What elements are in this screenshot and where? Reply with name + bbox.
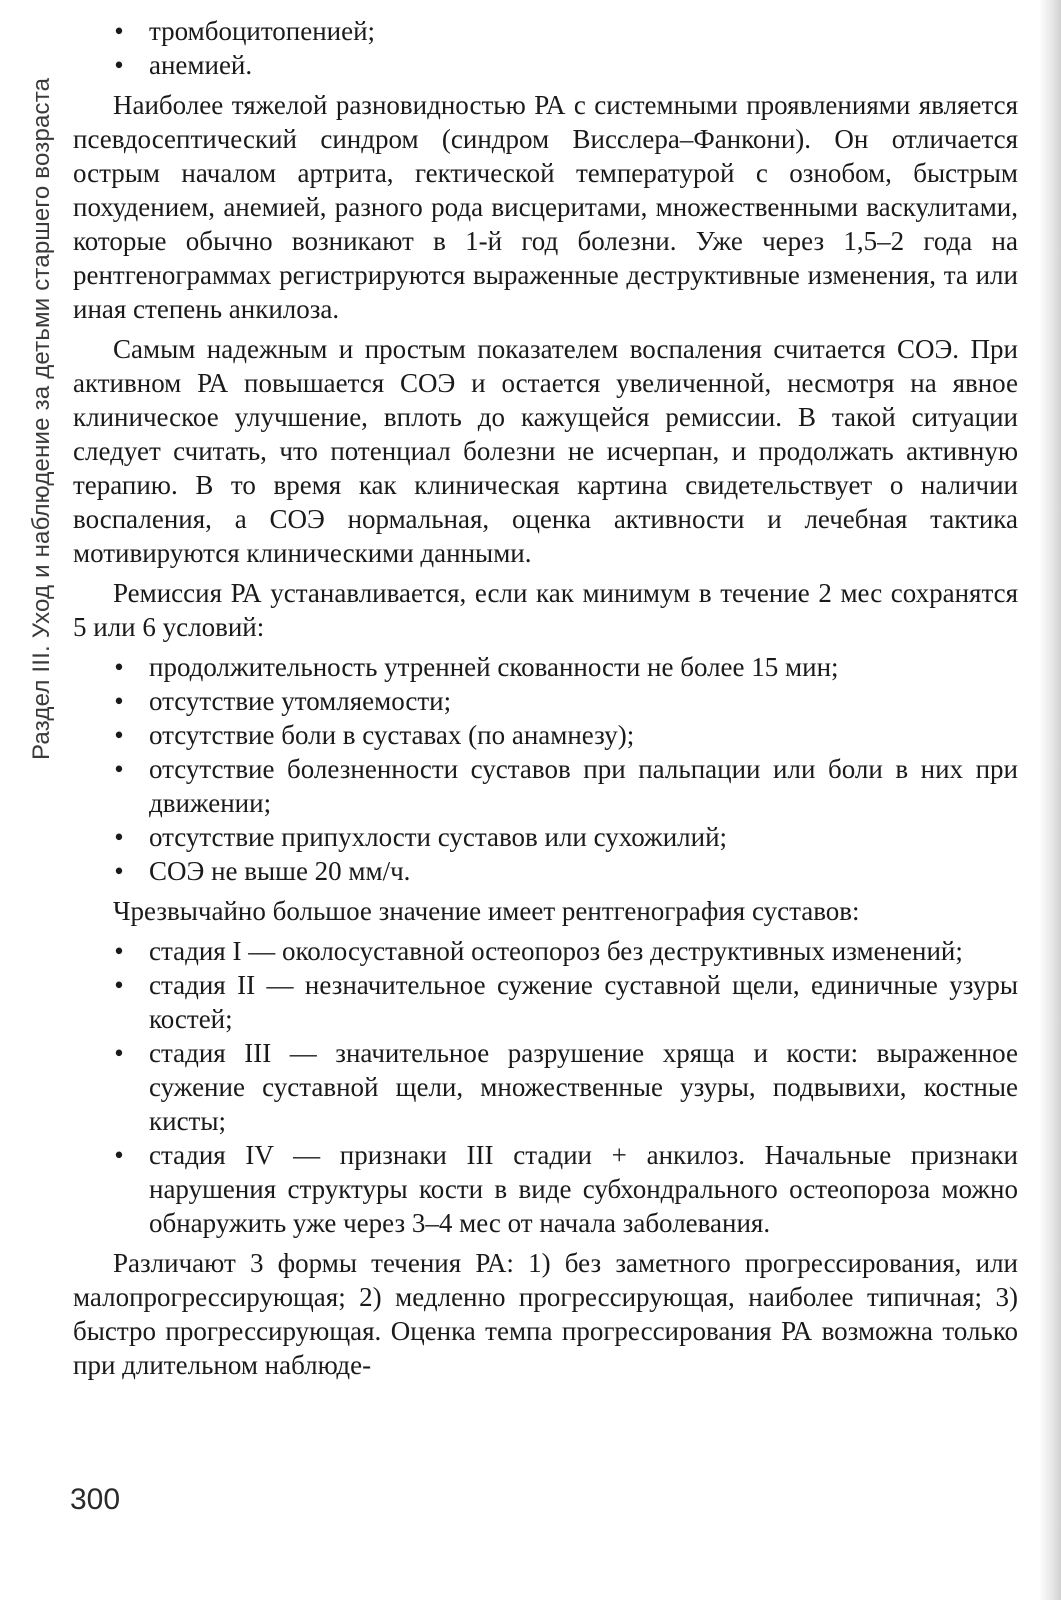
radiographic-stages-list — [73, 934, 1018, 1240]
list-item-text: отсутствие утомляемости; — [149, 686, 452, 716]
list-item — [73, 718, 1018, 752]
list-item-text: СОЭ не выше 20 мм/ч. — [149, 856, 411, 886]
list-item — [73, 1138, 1018, 1240]
list-item — [73, 820, 1018, 854]
bullet-icon: • — [114, 970, 124, 1000]
list-item — [73, 650, 1018, 684]
list-item-text: отсутствие боли в суставах (по анамнезу); — [149, 720, 635, 750]
list-item — [73, 684, 1018, 718]
bullet-icon: • — [114, 856, 124, 886]
list-item-text: отсутствие болезненности суставов при пальпации или боли в них при движении; — [149, 754, 1018, 818]
bullet-icon: • — [114, 754, 124, 784]
scan-edge-shadow — [1039, 0, 1061, 1600]
page-body — [73, 14, 1018, 1388]
running-section-header: Раздел III. Уход и наблюдение за детьми старшего возраста — [28, 77, 55, 760]
bullet-icon: • — [114, 652, 124, 682]
bullet-icon: • — [114, 1038, 124, 1068]
list-item — [73, 934, 1018, 968]
list-item-text: продолжительность утренней скованности не более 15 мин; — [149, 652, 839, 682]
list-item-text: стадия IV — признаки III стадии + анкилоз. Начальные признаки нарушения структуры кости в виде субхондрального остеопороза можно обнаружить уже через 3–4 мес от начала заболевания. — [149, 1140, 1018, 1238]
paragraph-radiography-intro: Чрезвычайно большое значение имеет рентгенография суставов: — [113, 896, 860, 926]
remission-criteria-list — [73, 650, 1018, 888]
list-item-text: стадия III — значительное разрушение хряща и кости: выраженное сужение суставной щели, множественные узуры, подвывихи, костные кисты; — [149, 1038, 1018, 1136]
list-item — [73, 752, 1018, 820]
bullet-icon: • — [114, 16, 124, 46]
bullet-icon: • — [114, 936, 124, 966]
paragraph-remission-criteria-intro: Ремиссия РА устанавливается, если как минимум в течение 2 мес сохранятся 5 или 6 условий: — [73, 578, 1018, 642]
list-item-text: стадия II — незначительное сужение суставной щели, единичные узуры костей; — [149, 970, 1018, 1034]
page-number: 300 — [70, 1483, 121, 1516]
list-item-text: отсутствие припухлости суставов или сухожилий; — [149, 822, 728, 852]
bullet-icon: • — [114, 50, 124, 80]
bullet-icon: • — [114, 720, 124, 750]
bullet-icon: • — [114, 686, 124, 716]
list-item-text: стадия I — околосуставной остеопороз без деструктивных изменений; — [149, 936, 963, 966]
list-item-text: тромбоцитопенией; — [149, 16, 376, 46]
paragraph-pseudoseptic-syndrome: Наиболее тяжелой разновидностью РА с системными проявлениями является псевдосептический синдром (синдром Висслера–Фанкони). Он отличается острым началом артрита, гектической температурой с ознобом, быстрым похудением, анемией, разного рода висцеритами, множественными васкулитами, которые обычно возникают в 1-й год болезни. Уже через 1,5–2 года на рентгенограммах регистрируются выраженные деструктивные изменения, та или иная степень анкилоза. — [73, 90, 1018, 324]
bullet-icon: • — [114, 1140, 124, 1170]
bullet-icon: • — [114, 822, 124, 852]
list-item — [73, 854, 1018, 888]
list-item-text: анемией. — [149, 50, 253, 80]
paragraph-course-forms: Различают 3 формы течения РА: 1) без заметного прогрессирования, или малопрогрессирующая; 2) медленно прогрессирующая, наиболее типичная; 3) быстро прогрессирующая. Оценка темпа прогрессирования РА возможна только при длительном наблюде- — [73, 1248, 1018, 1380]
list-item — [73, 968, 1018, 1036]
paragraph-esr-indicator: Самым надежным и простым показателем воспаления считается СОЭ. При активном РА повышается СОЭ и остается увеличенной, несмотря на явное клиническое улучшение, вплоть до кажущейся ремиссии. В такой ситуации следует считать, что потенциал болезни не исчерпан, и продолжать активную терапию. В то время как клиническая картина свидетельствует о наличии воспаления, а СОЭ нормальная, оценка активности и лечебная тактика мотивируются клиническими данными. — [73, 334, 1018, 568]
list-item — [73, 1036, 1018, 1138]
intro-bullet-list — [73, 14, 1018, 82]
list-item — [73, 14, 1018, 48]
list-item — [73, 48, 1018, 82]
